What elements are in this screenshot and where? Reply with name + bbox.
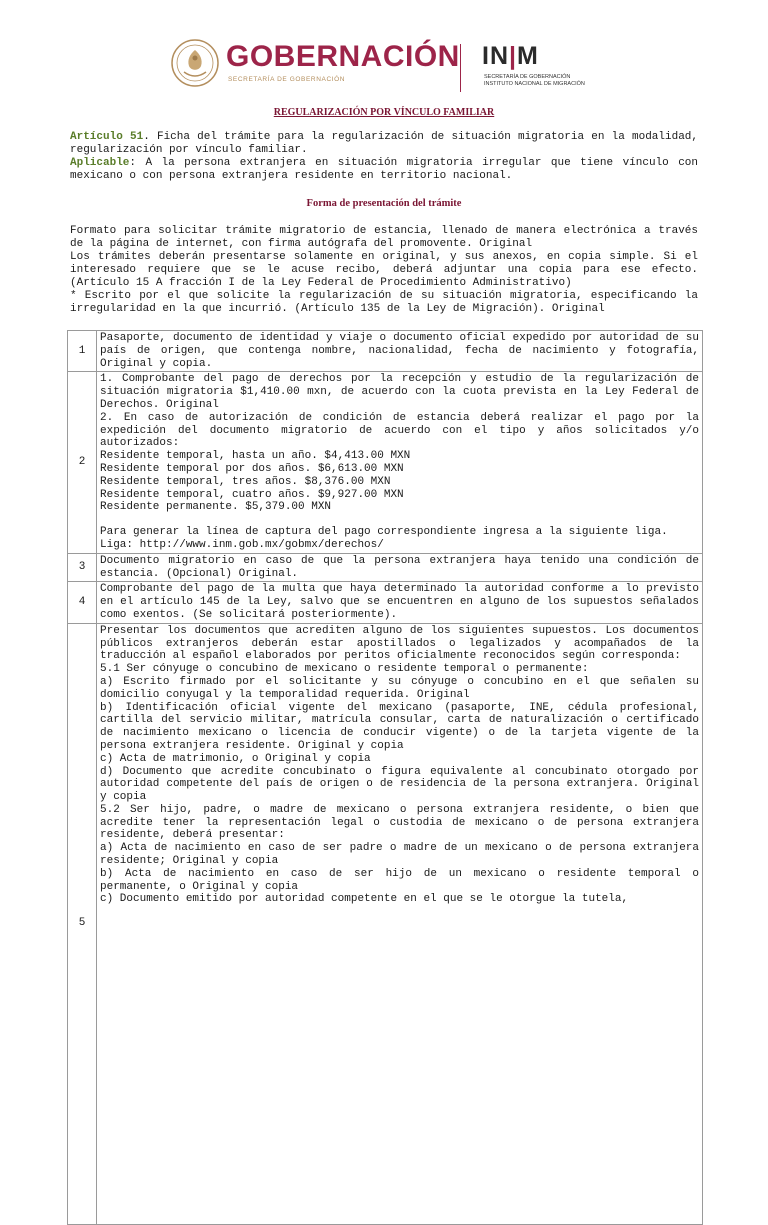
inm-logo: IN|M — [482, 42, 539, 70]
gobernacion-title: GOBERNACIÓN — [226, 40, 460, 73]
requirement-line: a) Escrito firmado por el solicitante y su cónyuge o concubino en el que señalen su domicilio conyugal y la temporalidad requerida. Original — [100, 675, 699, 701]
requirement-line: c) Documento emitido por autoridad competente en el que se le otorgue la tutela, — [100, 893, 629, 906]
requirement-line: Documento migratorio en caso de que la persona extranjera haya tenido una condición de estancia. (Opcional) Original. — [100, 554, 699, 580]
requirement-line: 1. Comprobante del pago de derechos por la recepción y estudio de la regularización de situación migratoria $1,410.00 mxn, de acuerdo con la cuota prevista en la Ley Federal de Derechos. Original — [100, 373, 699, 411]
document-title: REGULARIZACIÓN POR VÍNCULO FAMILIAR — [273, 107, 495, 118]
section-title: Forma de presentación del trámite — [306, 198, 462, 209]
header-divider — [460, 44, 461, 92]
requirement-number: 2 — [68, 372, 97, 553]
article-paragraph: Artículo 51. Ficha del trámite para la regularización de situación migratoria en la modalidad, regularización por vínculo familiar. Aplicable: A la persona extranjera en situación migratoria irregular que tiene vínculo con mexicano o con persona extranjera residente en territorio nacional. — [70, 131, 699, 182]
table-row — [68, 553, 703, 582]
requirement-text — [97, 372, 703, 553]
requirement-number: 5 — [68, 623, 97, 1224]
requirement-line: 2. En caso de autorización de condición de estancia deberá realizar el pago por la expedición del documento migratorio de acuerdo con el tipo y años solicitados y/o autorizados: — [100, 411, 699, 450]
gobernacion-subtitle: SECRETARÍA DE GOBERNACIÓN — [228, 76, 346, 83]
requirement-line: 5.2 Ser hijo, padre, o madre de mexicano o persona extranjera residente, o bien que acredite tener la representación legal o custodia de mexicano o de persona extranjera residente, deberá presentar: — [100, 803, 699, 842]
table-row — [68, 582, 703, 623]
requirement-line: d) Documento que acredite concubinato o figura equivalente al concubinato otorgado por autoridad competente del país de origen o de residencia de la persona extranjera. Original y copia — [100, 765, 699, 804]
national-seal-icon — [170, 38, 220, 88]
requirement-line: Liga: http://www.inm.gob.mx/gobmx/derechos/ — [100, 538, 384, 551]
requirement-number: 4 — [68, 582, 97, 623]
requirement-line: Residente temporal, tres años. $8,376.00 MXN — [100, 475, 391, 488]
requirement-line: Residente temporal por dos años. $6,613.00 MXN — [100, 462, 404, 475]
requirement-text — [97, 553, 703, 582]
requirement-line: Residente temporal, cuatro años. $9,927.00 MXN — [100, 488, 404, 501]
requirement-line: Residente temporal, hasta un año. $4,413.00 MXN — [100, 450, 411, 463]
requirement-line: Residente permanente. $5,379.00 MXN — [100, 501, 332, 514]
requirement-line: a) Acta de nacimiento en caso de ser padre o madre de un mexicano o de persona extranjera residente; Original y copia — [100, 842, 699, 868]
requirement-line: 5.1 Ser cónyuge o concubino de mexicano o residente temporal o permanente: — [100, 663, 589, 676]
requirement-line: b) Acta de nacimiento en caso de ser hijo de un mexicano o residente temporal o permanente, o Original y copia — [100, 867, 699, 893]
requirement-number: 1 — [68, 331, 97, 372]
requirement-line: Comprobante del pago de la multa que haya determinado la autoridad conforme a lo previsto en el artículo 145 de la Ley, salvo que se encuentren en alguno de los supuestos señalados como exentos. (Se solicitará posteriormente). — [100, 583, 699, 621]
intro-paragraphs: Formato para solicitar trámite migratorio de estancia, llenado de manera electrónica a través de la página de internet, con firma autógrafa del promovente. Original Los trámites deberán presentarse solamente en original, y sus anexos, en copia simple. Si el interesado requiere que se le acuse recibo, deberá adjuntar una copia para ese efecto. (Artículo 15 A fracción I de la Ley Federal de Procedimiento Administrativo) * Escrito por el que solicite la regularización de su situación migratoria, especificando la irregularidad en la que incurrió. (Artículo 135 de la Ley de Migración). Original — [70, 225, 698, 315]
letterhead — [168, 34, 608, 96]
requirement-line: Presentar los documentos que acrediten alguno de los siguientes supuestos. Los documentos públicos extranjeros deberán estar apostillados o legalizados y acompañados de la traducción al español elaborados por peritos oficialmente reconocidos según corresponda: — [100, 624, 699, 663]
inm-subtitle: SECRETARÍA DE GOBERNACIÓN INSTITUTO NACIONAL DE MIGRACIÓN — [484, 74, 585, 87]
requirement-line: c) Acta de matrimonio, o Original y copia — [100, 752, 371, 765]
requirements-table — [67, 330, 703, 1225]
table-row — [68, 623, 703, 1224]
requirement-number: 3 — [68, 553, 97, 582]
requirement-line: Pasaporte, documento de identidad y viaje o documento oficial expedido por autoridad de su país de origen, que contenga nombre, nacionalidad, fecha de nacimiento y fotografía, Original y copia. — [100, 332, 699, 370]
requirement-text — [97, 331, 703, 372]
requirement-line: Para generar la línea de captura del pago correspondiente ingresa a la siguiente liga. — [100, 526, 668, 539]
requirement-text — [97, 623, 703, 1224]
requirement-line: b) Identificación oficial vigente del mexicano (pasaporte, INE, cédula profesional, cartilla del servicio militar, matrícula consular, carta de naturalización o certificado de nacimiento mexicano o licencia de conducir vigente) o de la tarjeta vigente de la persona extranjera residente. Original y copia — [100, 701, 699, 752]
table-row — [68, 372, 703, 553]
requirement-text — [97, 582, 703, 623]
table-row — [68, 331, 703, 372]
